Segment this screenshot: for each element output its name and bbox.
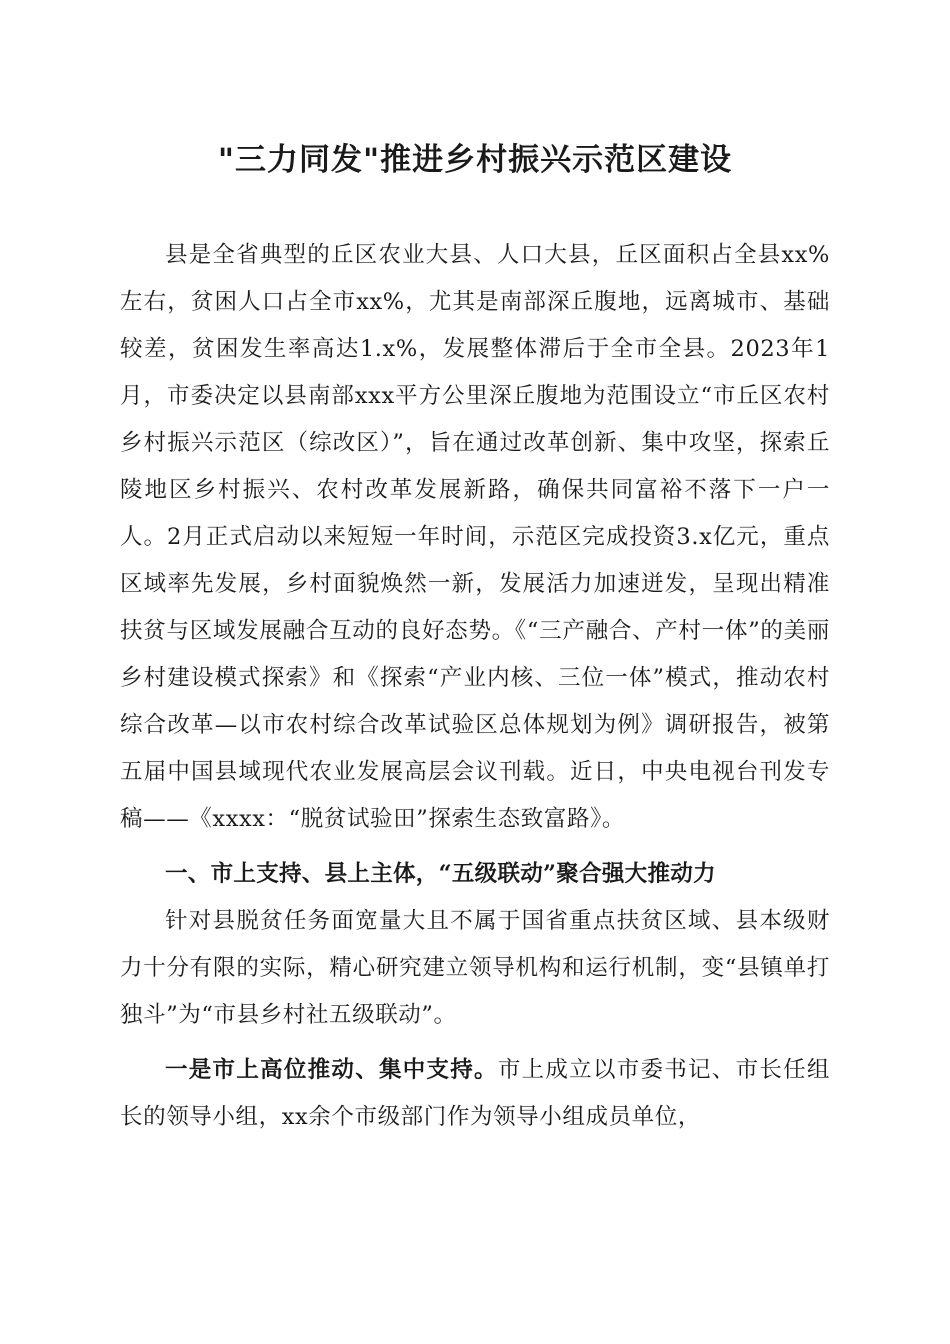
paragraph-gap [120, 1039, 830, 1047]
point-1-text: 市上成立以市委书记、市长任组长的领导小组，xx余个市级部门作为领导小组成员单位， [120, 1057, 831, 1130]
point-1-paragraph [120, 1047, 830, 1141]
intro-paragraph: 县是全省典型的丘区农业大县、人口大县，丘区面积占全县xx%左右，贫困人口占全市xx%，尤其是南部深丘腹地，远离城市、基础较差，贫困发生率高达1.x%，发展整体滞后于全市全县。2023年1月，市委决定以县南部xxx平方公里深丘腹地为范围设立“市丘区农村乡村振兴示范区（综改区）”，旨在通过改革创新、集中攻坚，探索丘陵地区乡村振兴、农村改革发展新路，确保共同富裕不落下一户一人。2月正式启动以来短短一年时间，示范区完成投资3.x亿元，重点区域率先发展，乡村面貌焕然一新，发展活力加速迸发，呈现出精准扶贫与区域发展融合互动的良好态势。《“三产融合、产村一体”的美丽乡村建设模式探索》和《探索“产业内核、三位一体”模式，推动农村综合改革—以市农村综合改革试验区总体规划为例》调研报告，被第五届中国县域现代农业发展高层会议刊载。近日，中央电视台刊发专稿——《xxxx：“脱贫试验田”探索生态致富路》。 [120, 242, 830, 832]
section-heading-1: 一、市上支持、县上主体，“五级联动”聚合强大推动力 [165, 861, 716, 887]
document-title: "三力同发"推进乡村振兴示范区建设 [217, 142, 733, 178]
document-page [120, 130, 830, 1141]
section-1-paragraph: 针对县脱贫任务面宽量大且不属于国省重点扶贫区域、县本级财力十分有限的实际，精心研究建立领导机构和运行机制，变“县镇单打独斗”为“市县乡村社五级联动”。 [120, 908, 830, 1028]
point-1-lead: 一是市上高位推动、集中支持。 [165, 1057, 498, 1083]
